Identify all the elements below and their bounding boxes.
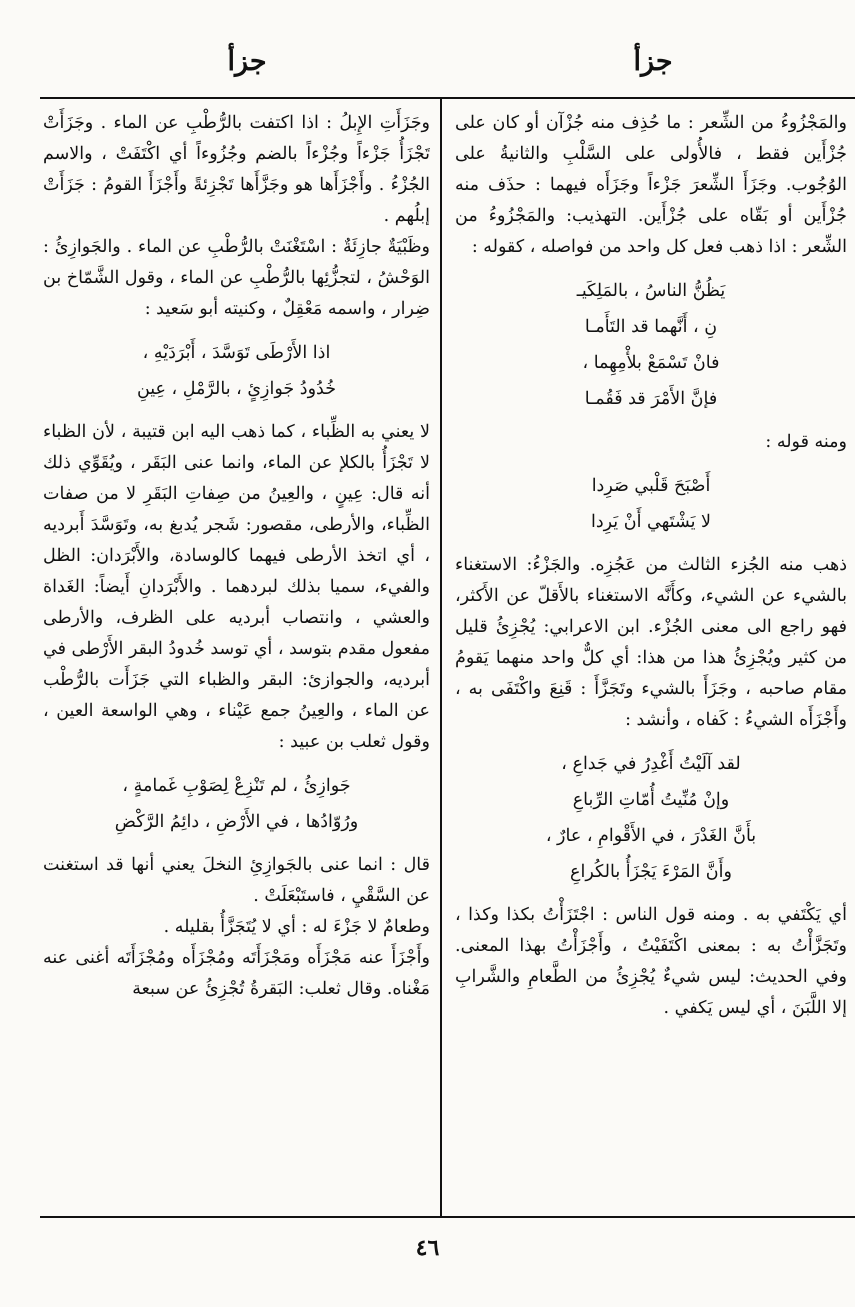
verse-line: أَصْبَحَ قَلْبي صَرِدا	[591, 476, 711, 496]
verse-line: نِ ، أَنَّهما قد التَأَمـا	[584, 317, 718, 337]
paragraph: وظَبْيَةٌ جازِئَةٌ : اسْتَغْنَتْ بالرُّطْبِ عن الماء . والجَوازِئُ : الوَحْشُ ، لتجزُّئِها بالرُّطْبِ عن الماء ، وقول الشَّمّاخ بن ضِرار ، واسمه مَعْقِلٌ ، وكنيته أبو سَعيد :	[43, 237, 430, 319]
paragraph: وجَزَأَتِ الإِبلُ : اذا اكتفت بالرُّطْبِ عن الماء . وجَزَأَتْ تَجْزَأُ جَزْءاً وجُزْءاً بالضم وجُزُوءاً أي اكْتَفَتْ ، والاسم الجُزْءُ . وأَجْزَأَها هو وجَزَّأَها تَجْزِئةً وأَجْزَأَ القومُ : جَزَأَتْ إبلُهم .	[43, 113, 430, 226]
verse-line: لقد آلَيْتُ أَغْدِرُ في جَداعِ ،	[561, 754, 741, 774]
running-head-right: جزأ	[633, 46, 673, 77]
verse-line: لا يَشْتَهي أَنْ يَرِدا	[591, 512, 711, 532]
verse-line: خُدُودُ جَوازِئٍ ، بالرَّمْلِ ، عِينِ	[136, 379, 337, 399]
right-column	[455, 108, 847, 1208]
verse-block	[455, 273, 847, 417]
paragraph: قال : انما عنى بالجَوازِئِ النخلَ يعني أنها قد استغنت عن السَّقْيِ ، فاستَبْعَلَتْ .	[43, 855, 430, 906]
verse-block	[455, 746, 847, 890]
verse-line: يَظُنُّ الناسُ ، بالمَلِكَيـ	[576, 281, 726, 301]
verse-line: وإنْ مُنِّيتُ أُمّاتِ الرِّباعِ	[572, 790, 730, 810]
verse-block	[43, 768, 430, 840]
verse-line: فانْ تَسْمَعْ بلأْمِهِما ،	[582, 353, 720, 373]
verse-line: فإنَّ الأَمْرَ قد فَقُمـا	[584, 389, 718, 409]
left-column	[43, 108, 430, 1208]
paragraph: لا يعني به الظِّباء ، كما ذهب اليه ابن قتيبة ، لأن الظباء لا تَجْزَأُ بالكلإ عن الماء، وانما عنى البَقَر ، ويُقَوِّي ذلك أنه قال: عِينٍ ، والعِينُ من صِفاتِ البَقَرِ لا من صفات الظِّباء، والأرطى، مقصور: شَجر يُدبغ به، وتَوَسَّدَ أَبرديه ، أي اتخذ الأرطى فيهما كالوسادة، والأَبْرَدان: الظل والفيء، سميا بذلك لبردهما . والأَبْرَدانِ أَيضاً: الغَداة والعشي ، وانتصاب أبرديه على الظرف، والأرطى مفعول مقدم بتوسد ، أي توسد خُدودُ البقر الأَرْطى في أبرديه، والجوازئ: البقر والظباء التي جَزَأَت بالرُّطْب عن الماء ، والعِينُ جمع عَيْناء ، وهي الواسعة العين ، وقول ثعلب بن عبيد :	[43, 422, 430, 752]
top-rule	[40, 97, 855, 99]
verse-line: وأَنَّ المَرْءَ يَجْزَأُ بالكُراعِ	[570, 862, 732, 882]
verse-block	[43, 335, 430, 407]
column-divider	[440, 98, 442, 1216]
verse-line: جَوازِئُ ، لم تَنْزِعْ لِصَوْبِ غَمامةٍ ،	[122, 776, 351, 796]
page-number: ٤٦	[415, 1235, 440, 1261]
paragraph: ذهب منه الجُزء الثالث من عَجُزِه. والجَزْءُ: الاستغناء بالشيء عن الشيء، وكأَنَّه الاستغناء بالأَقلّ عن الأَكثر، فهو راجع الى معنى الجُزْء. ابن الاعرابي: يُجْزِئُ قليل من كثير ويُجْزِئُ هذا من هذا: أي كلٌّ واحد منهما يَقومُ مقام صاحبه ، وجَزَأَ بالشيء وتَجَزَّأَ : قَنِعَ واكْتَفَى به ، وأَجْزَأَه الشيءُ : كَفاه ، وأنشد :	[455, 555, 847, 730]
verse-line: ورُوّادُها ، في الأَرْضِ ، دائِمُ الرَّكْضِ	[114, 812, 359, 832]
verse-block	[455, 468, 847, 540]
running-head-left: جزأ	[227, 46, 267, 77]
paragraph: وطعامٌ لا جَزْءَ له : أي لا يُتَجَزَّأُ بقليله .	[163, 917, 430, 937]
verse-line: بأَنَّ الغَدْرَ ، في الأَقْوامِ ، عارٌ ،	[545, 826, 757, 846]
paragraph: والمَجْزُوءُ من الشِّعر : ما حُذِف منه جُزْآن أو كان على جُزْأَين فقط ، فالأُولى على السَّلْبِ والثانيةُ على الوُجُوب. وجَزَأَ الشِّعرَ جَزْءاً وجَزَأَه فيهما : حذَف منه جُزْأَين أو بَقّاه على جُزْأَين. التهذيب: والمَجْزُوءُ من الشِّعر : اذا ذهب فعل كل واحد من فواصله ، كقوله :	[455, 113, 847, 257]
bottom-rule	[40, 1216, 855, 1218]
paragraph: ومنه قوله :	[765, 432, 847, 452]
paragraph: أي يَكْتَفي به . ومنه قول الناس : اجْتَزَأْتُ بكذا وكذا ، وتَجَزَّأْتُ به : بمعنى اكْتَفَيْتُ ، وأَجْزَأْتُ بهذا المعنى. وفي الحديث: ليس شيءٌ يُجْزِئُ من الطَّعامِ والشَّرابِ إلا اللَّبَنَ ، أي ليس يَكفي .	[455, 905, 847, 1018]
verse-line: اذا الأَرْطَى تَوَسَّدَ ، أَبْرَدَيْهِ ،	[142, 343, 331, 363]
paragraph: وأَجْزَأَ عنه مَجْزَأَه ومَجْزَأَتَه ومُجْزَأَه ومُجْزَأَتَه أغنى عنه مَغْناه. وقال ثعلب: البَقرةُ تُجْزِئُ عن سبعة	[43, 948, 430, 999]
